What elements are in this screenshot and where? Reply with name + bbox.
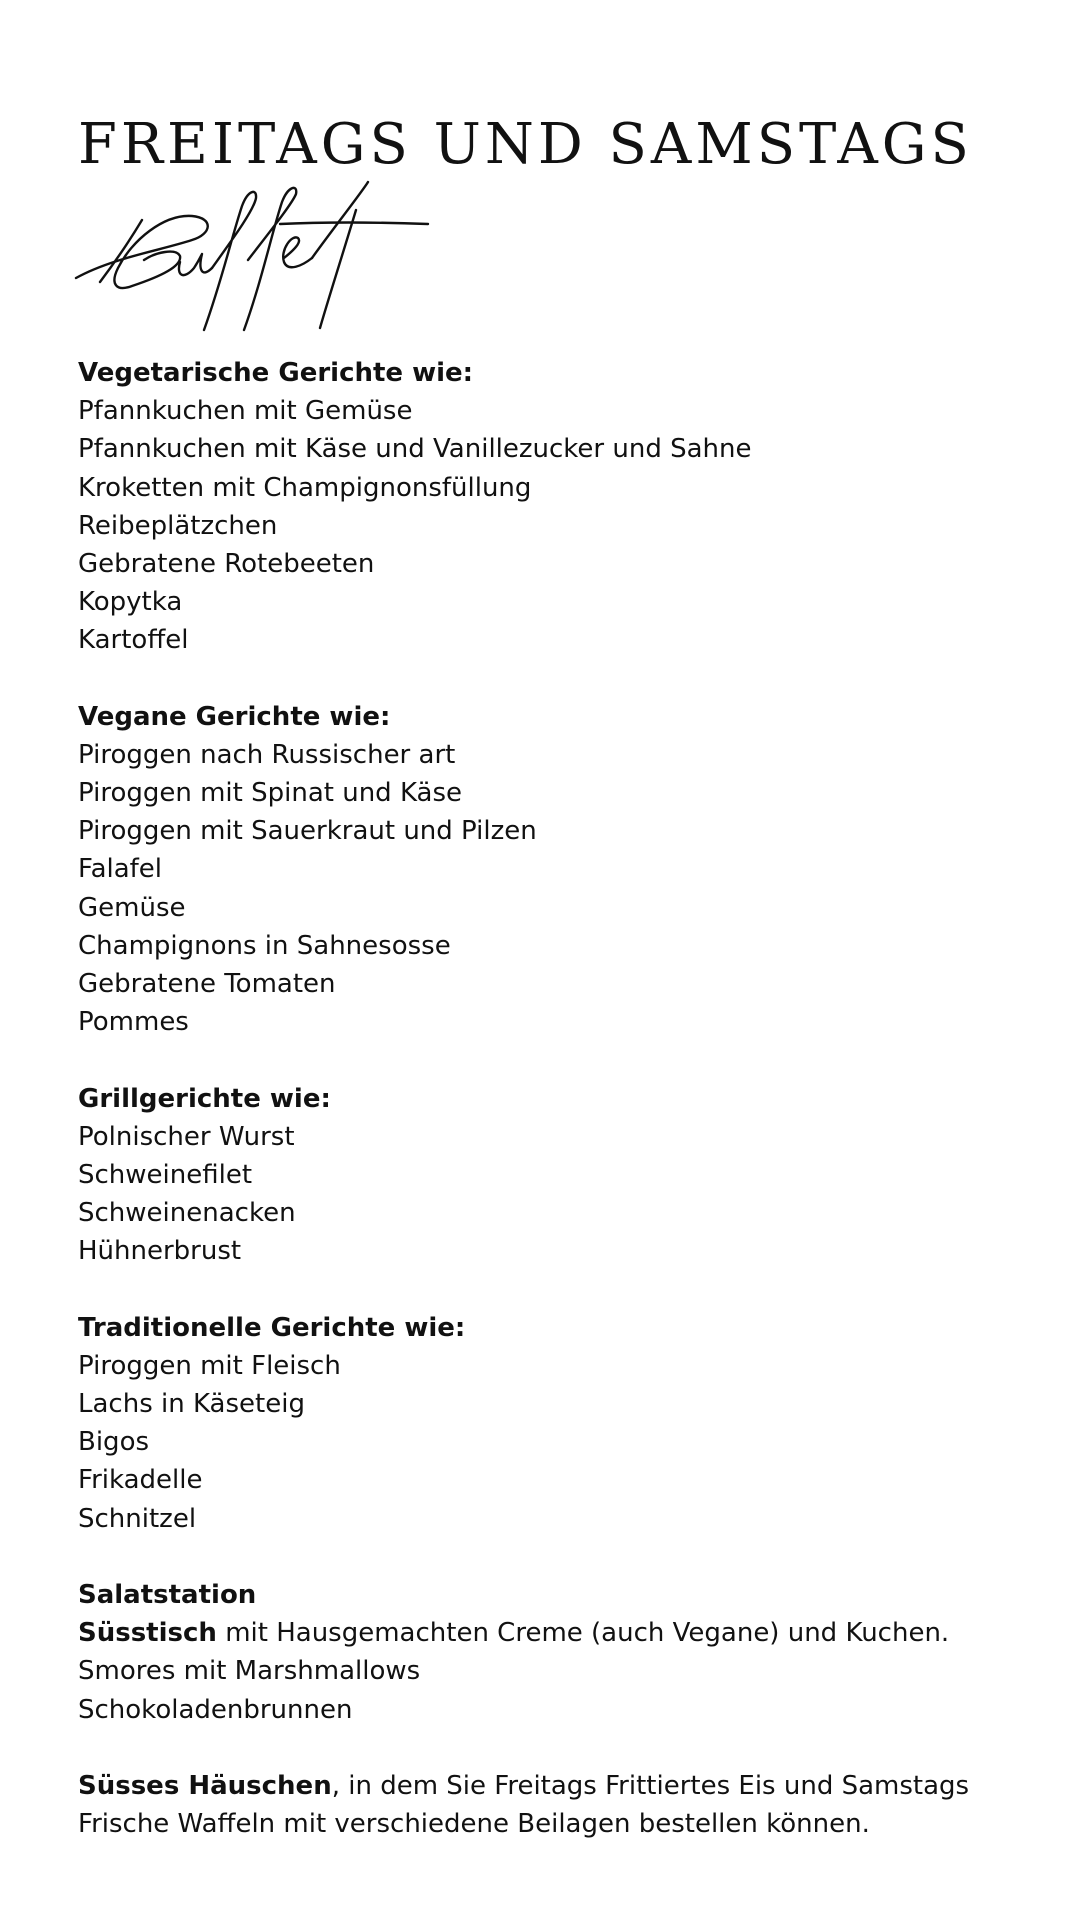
list-item: Smores mit Marshmallows (78, 1656, 421, 1687)
list-item: Kroketten mit Champignonsfüllung (78, 472, 532, 503)
list-item: Gebratene Rotebeeten (78, 548, 375, 579)
list-item: Schnitzel (78, 1503, 197, 1534)
section-heading-traditional: Traditionelle Gerichte wie: (78, 1312, 466, 1343)
list-item: Pfannkuchen mit Käse und Vanillezucker und Sahne (78, 434, 752, 465)
section-heading-grill: Grillgerichte wie: (78, 1083, 331, 1114)
section-spacer (78, 1729, 1068, 1767)
section-spacer (78, 1041, 1068, 1079)
list-item: Hühnerbrust (78, 1236, 242, 1267)
list-item: Schokoladenbrunnen (78, 1694, 353, 1725)
sweet-house-description: , in dem Sie Freitags Frittiertes Eis und Samstags (331, 1770, 970, 1801)
list-item: Piroggen nach Russischer art (78, 739, 456, 770)
list-item: Piroggen mit Fleisch (78, 1350, 341, 1381)
section-spacer (78, 1271, 1068, 1309)
sweet-house-line (78, 1767, 1068, 1805)
sweets-table-label: Süsstisch (78, 1618, 217, 1649)
list-item: Frikadelle (78, 1465, 203, 1496)
list-item: Lachs in Käseteig (78, 1389, 305, 1420)
sweets-table-description: mit Hausgemachten Creme (auch Vegane) und Kuchen. (216, 1618, 950, 1649)
list-item: Pommes (78, 1007, 189, 1038)
section-heading-vegan: Vegane Gerichte wie: (78, 701, 391, 732)
list-item: Piroggen mit Spinat und Käse (78, 778, 463, 809)
list-item: Pfannkuchen mit Gemüse (78, 396, 413, 427)
menu-content (78, 354, 1068, 1843)
sweet-house-label: Süsses Häuschen (78, 1770, 332, 1801)
page-headline: FREITAGS UND SAMSTAGS (78, 112, 973, 177)
salad-station-heading: Salatstation (78, 1580, 257, 1610)
list-item: Bigos (78, 1427, 150, 1458)
sweets-table-line (78, 1614, 1068, 1652)
list-item: Piroggen mit Sauerkraut und Pilzen (78, 816, 537, 847)
list-item: Kopytka (78, 587, 183, 618)
section-spacer (78, 1538, 1068, 1576)
list-item: Gemüse (78, 892, 186, 923)
sweet-house-line-2: Frische Waffeln mit verschiedene Beilagen bestellen können. (78, 1809, 870, 1840)
section-spacer (78, 660, 1068, 698)
list-item: Schweinefilet (78, 1159, 253, 1190)
list-item: Reibeplätzchen (78, 510, 278, 541)
list-item: Gebratene Tomaten (78, 969, 336, 999)
buffet-script-icon (72, 180, 432, 340)
list-item: Kartoffel (78, 625, 189, 656)
list-item: Schweinenacken (78, 1198, 296, 1229)
buffet-script-title (72, 180, 432, 340)
list-item: Falafel (78, 854, 163, 885)
list-item: Champignons in Sahnesosse (78, 930, 451, 961)
list-item: Polnischer Wurst (78, 1121, 295, 1152)
section-heading-vegetarian: Vegetarische Gerichte wie: (78, 358, 474, 388)
